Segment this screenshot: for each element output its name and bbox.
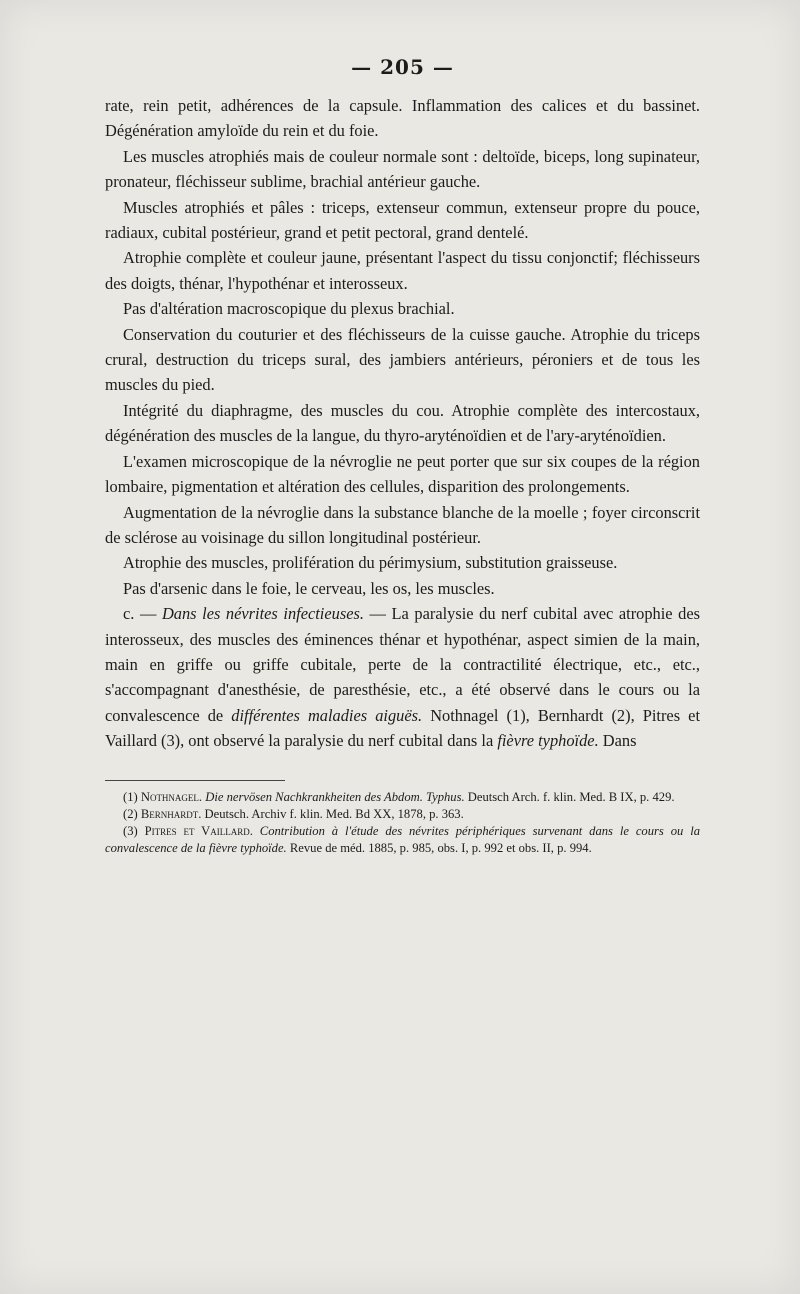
footnote-author: Nothnagel. xyxy=(140,789,203,804)
section-emphasis: fièvre typhoïde. xyxy=(497,731,599,751)
text-block xyxy=(105,55,700,857)
footnote xyxy=(105,806,700,823)
section-label: c. — xyxy=(123,604,157,624)
footnote-number: (2) xyxy=(123,806,138,821)
footnote-title: Die nervösen Nachkrankheiten des Abdom. Typhus. xyxy=(205,789,465,804)
footnote-number: (3) xyxy=(123,823,138,838)
footnote-number: (1) xyxy=(123,789,138,804)
paragraph: Pas d'arsenic dans le foie, le cerveau, les os, les muscles. xyxy=(123,578,495,598)
footnote xyxy=(105,823,700,857)
page-number: — 205 — xyxy=(351,55,454,79)
paragraph: Muscles atrophiés et pâles : triceps, extenseur commun, extenseur propre du pouce, radiaux, cubital postérieur, grand et petit pectoral, grand dentelé. xyxy=(105,197,700,243)
footnote-divider xyxy=(105,780,285,781)
footnote-author: Bernhardt. xyxy=(140,806,202,821)
footnote-rest: Deutsch. Archiv f. klin. Med. Bd XX, 1878, p. 363. xyxy=(201,806,464,821)
footnote-author: Pitres et Vaillard. xyxy=(144,823,253,838)
paragraph: Augmentation de la névroglie dans la substance blanche de la moelle ; foyer circonscrit de sclérose au voisinage du sillon longitudinal postérieur. xyxy=(105,502,700,547)
footnote-title: Contribution à l'étude des névrites périphériques survenant dans le cours ou la convalescence de la fièvre typhoïde. xyxy=(105,823,700,855)
paragraph: Intégrité du diaphragme, des muscles du cou. Atrophie complète des intercostaux, dégénération des muscles de la langue, du thyro-aryténoïdien et de l'ary-aryténoïdien. xyxy=(105,400,700,446)
paragraph: Conservation du couturier et des fléchisseurs de la cuisse gauche. Atrophie du triceps crural, destruction du triceps sural, des jambiers antérieurs, péroniers et de tous les muscles du pied. xyxy=(105,324,700,395)
section-text: Nothnagel (1), Bernhardt (2), Pitres et Vaillard (3), ont observé la paralysie du nerf cubital dans la xyxy=(105,705,700,751)
footnote-rest: Revue de méd. 1885, p. 985, obs. I, p. 992 et obs. II, p. 994. xyxy=(286,840,592,855)
paragraph: Les muscles atrophiés mais de couleur normale sont : deltoïde, biceps, long supinateur, pronateur, fléchisseur sublime, brachial antérieur gauche. xyxy=(105,146,700,192)
paragraph: Atrophie complète et couleur jaune, présentant l'aspect du tissu conjonctif; fléchisseurs des doigts, thénar, l'hypothénar et interosseux. xyxy=(105,248,700,293)
section-text: Dans xyxy=(598,731,637,751)
section-c-paragraph xyxy=(105,601,700,753)
paragraph: L'examen microscopique de la névroglie ne peut porter que sur six coupes de la région lombaire, pigmentation et altération des cellules, disparition des prolongements. xyxy=(105,451,700,497)
paragraph: Atrophie des muscles, prolifération du périmysium, substitution graisseuse. xyxy=(123,553,618,573)
section-text: — La paralysie du nerf cubital avec atrophie des interosseux, des muscles des éminences thénar et hypothénar, aspect simien de la main, main en griffe ou griffe cubitale, perte de la contractilité électrique, etc., etc., s'accompagnant d'anesthésie, de paresthésie, etc., a été observé dans le cours ou la convalescence de xyxy=(105,604,700,725)
section-heading: Dans les névrites infectieuses. xyxy=(161,604,364,624)
footnote xyxy=(105,789,700,806)
section-emphasis: différentes maladies aiguës. xyxy=(231,705,423,725)
paragraph: rate, rein petit, adhérences de la capsule. Inflammation des calices et du bassinet. Dégénération amyloïde du rein et du foie. xyxy=(105,96,700,141)
paragraph: Pas d'altération macroscopique du plexus brachial. xyxy=(123,299,455,319)
footnote-rest: Deutsch Arch. f. klin. Med. B IX, p. 429. xyxy=(464,789,675,804)
